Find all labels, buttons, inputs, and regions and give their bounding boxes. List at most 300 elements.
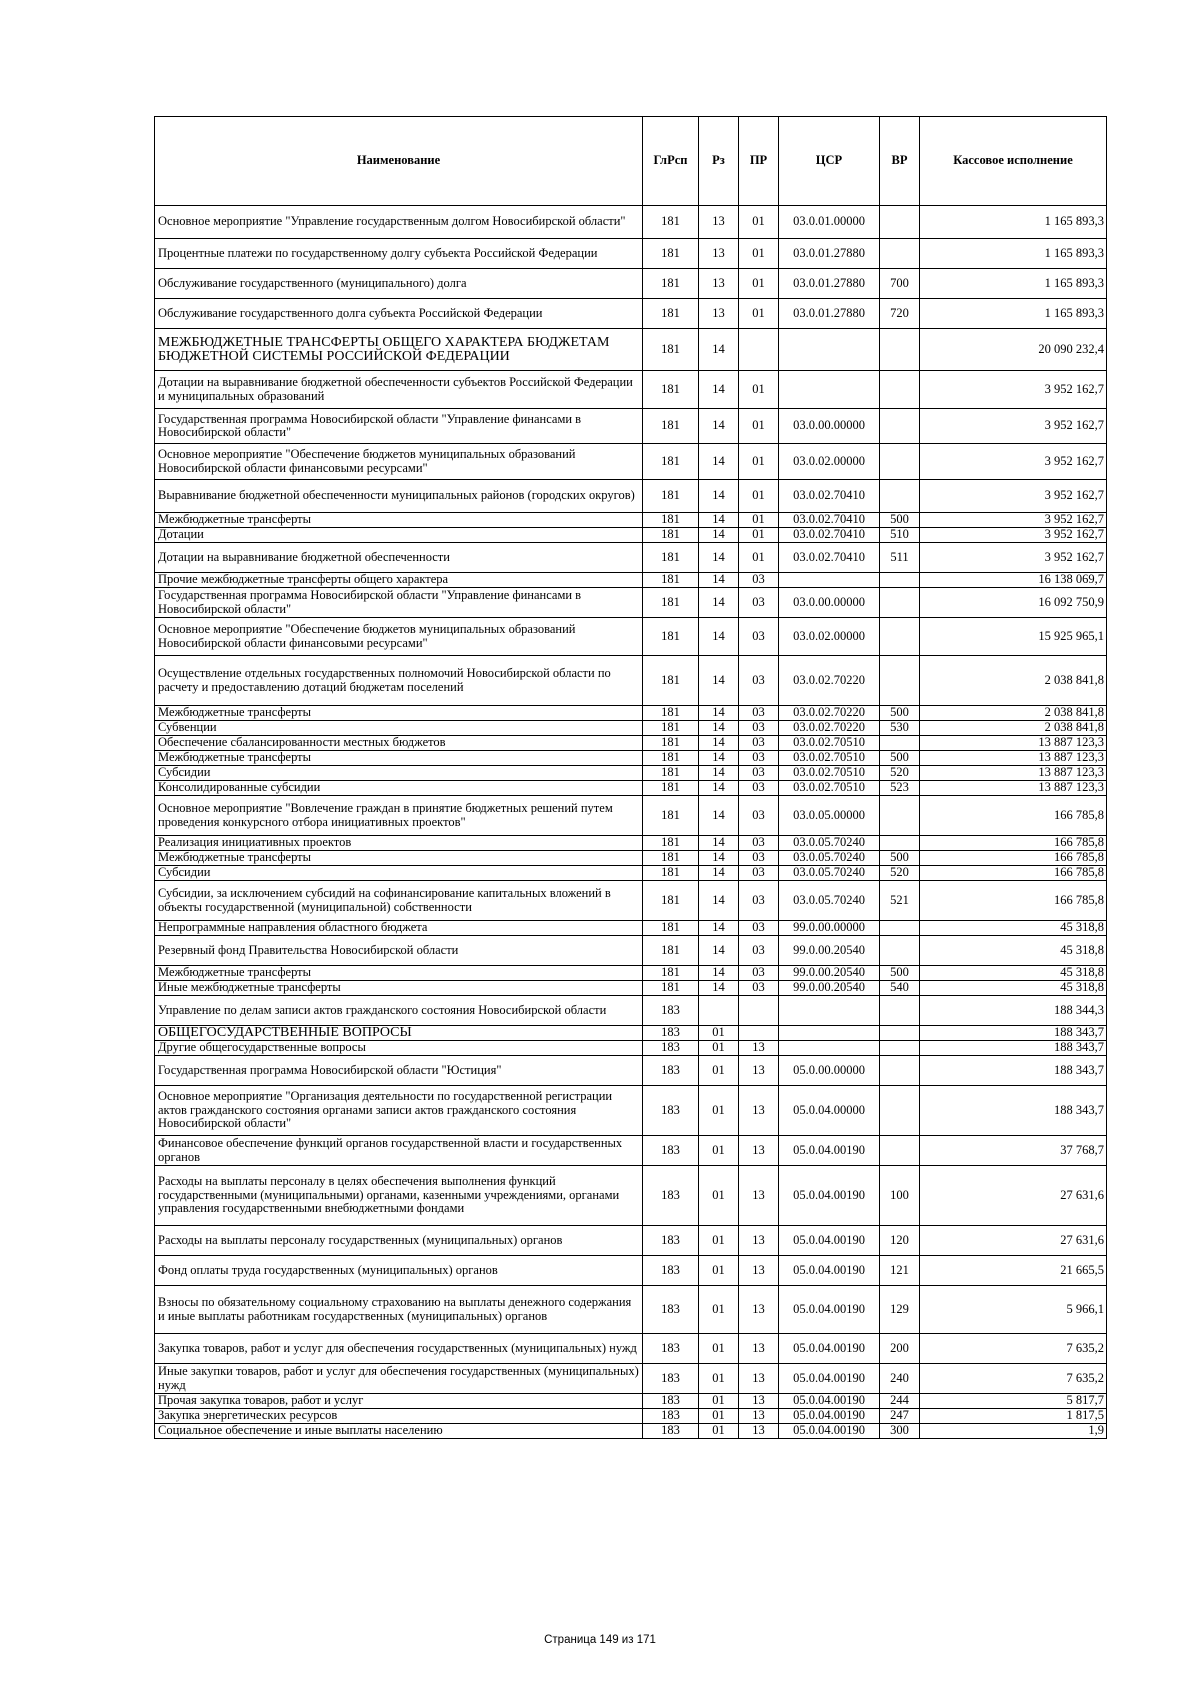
cell-amount: 3 952 162,7 [920,513,1107,528]
cell-name: Социальное обеспечение и иные выплаты населению [155,1424,643,1439]
cell-rz: 14 [699,721,739,736]
cell-csr: 03.0.02.00000 [779,444,880,480]
table-row [155,329,1107,371]
table-row [155,1256,1107,1286]
cell-rz: 01 [699,1166,739,1226]
cell-amount: 45 318,8 [920,936,1107,966]
page-number: Страница 149 из 171 [544,1634,656,1646]
cell-name: Управление по делам записи актов гражданского состояния Новосибирской области [155,996,643,1026]
table-row [155,781,1107,796]
table-body [155,206,1107,1439]
cell-amount: 1 165 893,3 [920,206,1107,239]
cell-csr: 03.0.02.00000 [779,618,880,656]
cell-rz: 14 [699,588,739,618]
cell-glrsp: 183 [643,996,699,1026]
cell-glrsp: 181 [643,881,699,921]
table-row [155,966,1107,981]
table-row [155,1286,1107,1334]
cell-rz: 01 [699,1256,739,1286]
cell-pr: 01 [739,409,779,444]
cell-vr: 540 [880,981,920,996]
cell-pr: 01 [739,480,779,513]
cell-name: Обеспечение сбалансированности местных бюджетов [155,736,643,751]
cell-csr: 99.0.00.20540 [779,936,880,966]
cell-pr [739,996,779,1026]
cell-vr [880,1041,920,1056]
table-row [155,1334,1107,1364]
cell-csr: 03.0.05.70240 [779,836,880,851]
table-row [155,1041,1107,1056]
cell-pr: 03 [739,766,779,781]
cell-rz: 14 [699,736,739,751]
cell-pr: 01 [739,239,779,269]
cell-csr [779,329,880,371]
table-row [155,1409,1107,1424]
cell-amount: 188 343,7 [920,1056,1107,1086]
cell-csr: 03.0.05.70240 [779,866,880,881]
cell-amount: 13 887 123,3 [920,751,1107,766]
table-row [155,269,1107,299]
cell-vr: 300 [880,1424,920,1439]
cell-rz: 14 [699,444,739,480]
cell-amount: 16 138 069,7 [920,573,1107,588]
cell-amount: 20 090 232,4 [920,329,1107,371]
table-row [155,1226,1107,1256]
table-row [155,409,1107,444]
cell-name: Расходы на выплаты персоналу государственных (муниципальных) органов [155,1226,643,1256]
cell-pr: 01 [739,206,779,239]
table-row [155,1166,1107,1226]
cell-vr [880,936,920,966]
cell-vr: 720 [880,299,920,329]
cell-name: Закупка энергетических ресурсов [155,1409,643,1424]
cell-rz: 01 [699,1086,739,1136]
cell-amount: 5 817,7 [920,1394,1107,1409]
cell-vr: 100 [880,1166,920,1226]
table-row [155,528,1107,543]
cell-glrsp: 181 [643,851,699,866]
cell-glrsp: 183 [643,1364,699,1394]
cell-pr: 13 [739,1409,779,1424]
cell-pr: 03 [739,966,779,981]
cell-amount: 45 318,8 [920,921,1107,936]
table-row [155,1424,1107,1439]
cell-name: Основное мероприятие "Управление государственным долгом Новосибирской области" [155,206,643,239]
table-row [155,881,1107,921]
cell-vr [880,573,920,588]
table-row [155,766,1107,781]
header-csr: ЦСР [779,117,880,206]
table-row [155,736,1107,751]
cell-pr: 13 [739,1394,779,1409]
cell-amount: 45 318,8 [920,981,1107,996]
cell-vr: 523 [880,781,920,796]
cell-glrsp: 183 [643,1424,699,1439]
cell-amount: 166 785,8 [920,881,1107,921]
cell-vr: 244 [880,1394,920,1409]
budget-table [154,116,1107,1439]
cell-amount: 188 343,7 [920,1086,1107,1136]
cell-glrsp: 181 [643,573,699,588]
cell-vr [880,836,920,851]
cell-amount: 188 344,3 [920,996,1107,1026]
header-vr: ВР [880,117,920,206]
cell-csr: 03.0.02.70220 [779,721,880,736]
cell-name: Дотации [155,528,643,543]
cell-name: Государственная программа Новосибирской области "Управление финансами в Новосибирской области" [155,588,643,618]
cell-glrsp: 181 [643,480,699,513]
cell-name: Закупка товаров, работ и услуг для обеспечения государственных (муниципальных) нужд [155,1334,643,1364]
cell-glrsp: 183 [643,1086,699,1136]
cell-rz: 13 [699,269,739,299]
cell-amount: 13 887 123,3 [920,766,1107,781]
cell-csr: 99.0.00.20540 [779,966,880,981]
cell-vr [880,921,920,936]
cell-glrsp: 183 [643,1394,699,1409]
cell-name: Иные закупки товаров, работ и услуг для обеспечения государственных (муниципальных) нужд [155,1364,643,1394]
cell-amount: 166 785,8 [920,836,1107,851]
cell-csr: 03.0.02.70410 [779,543,880,573]
cell-vr: 521 [880,881,920,921]
cell-vr [880,1136,920,1166]
cell-pr: 03 [739,736,779,751]
cell-glrsp: 183 [643,1166,699,1226]
cell-rz [699,996,739,1026]
cell-rz: 01 [699,1026,739,1041]
cell-name: Обслуживание государственного (муниципального) долга [155,269,643,299]
cell-rz: 14 [699,371,739,409]
cell-pr: 13 [739,1286,779,1334]
cell-rz: 01 [699,1334,739,1364]
cell-amount: 188 343,7 [920,1026,1107,1041]
cell-csr: 03.0.00.00000 [779,588,880,618]
table-row [155,1136,1107,1166]
cell-vr: 129 [880,1286,920,1334]
cell-name: Консолидированные субсидии [155,781,643,796]
cell-csr: 03.0.01.27880 [779,269,880,299]
cell-rz: 14 [699,409,739,444]
cell-glrsp: 183 [643,1041,699,1056]
cell-pr: 03 [739,881,779,921]
cell-vr [880,618,920,656]
cell-vr: 520 [880,866,920,881]
cell-glrsp: 181 [643,329,699,371]
table-row [155,981,1107,996]
cell-amount: 1 165 893,3 [920,239,1107,269]
cell-amount: 21 665,5 [920,1256,1107,1286]
header-pr: ПР [739,117,779,206]
cell-pr: 01 [739,444,779,480]
cell-name: Основное мероприятие "Обеспечение бюджетов муниципальных образований Новосибирской области финансовыми ресурсами" [155,618,643,656]
table-row [155,936,1107,966]
table-row [155,588,1107,618]
cell-rz: 01 [699,1136,739,1166]
cell-amount: 2 038 841,8 [920,656,1107,706]
cell-rz: 14 [699,936,739,966]
cell-vr: 500 [880,851,920,866]
cell-rz: 14 [699,851,739,866]
cell-vr: 500 [880,966,920,981]
cell-amount: 3 952 162,7 [920,528,1107,543]
cell-pr: 03 [739,836,779,851]
cell-amount: 7 635,2 [920,1364,1107,1394]
cell-vr [880,409,920,444]
table-row [155,480,1107,513]
cell-pr: 13 [739,1424,779,1439]
cell-pr: 13 [739,1056,779,1086]
table-row [155,851,1107,866]
cell-vr [880,1086,920,1136]
cell-name: Прочая закупка товаров, работ и услуг [155,1394,643,1409]
cell-pr: 03 [739,921,779,936]
table-row [155,996,1107,1026]
table-row [155,1364,1107,1394]
cell-name: МЕЖБЮДЖЕТНЫЕ ТРАНСФЕРТЫ ОБЩЕГО ХАРАКТЕРА БЮДЖЕТАМ БЮДЖЕТНОЙ СИСТЕМЫ РОССИЙСКОЙ ФЕДЕРАЦИИ [155,329,643,371]
header-name: Наименование [155,117,643,206]
cell-vr: 510 [880,528,920,543]
cell-glrsp: 181 [643,409,699,444]
cell-csr: 05.0.04.00190 [779,1226,880,1256]
table-row [155,513,1107,528]
cell-name: Процентные платежи по государственному долгу субъекта Российской Федерации [155,239,643,269]
cell-pr: 03 [739,706,779,721]
cell-csr: 03.0.02.70510 [779,766,880,781]
cell-glrsp: 181 [643,981,699,996]
cell-amount: 166 785,8 [920,866,1107,881]
cell-pr: 01 [739,269,779,299]
cell-glrsp: 181 [643,766,699,781]
cell-rz: 14 [699,836,739,851]
cell-glrsp: 181 [643,656,699,706]
cell-csr: 05.0.04.00190 [779,1256,880,1286]
cell-amount: 2 038 841,8 [920,721,1107,736]
cell-vr: 500 [880,706,920,721]
cell-rz: 01 [699,1286,739,1334]
cell-glrsp: 181 [643,371,699,409]
cell-glrsp: 181 [643,721,699,736]
cell-vr [880,588,920,618]
table-row [155,836,1107,851]
cell-csr: 99.0.00.00000 [779,921,880,936]
cell-pr: 03 [739,781,779,796]
cell-amount: 3 952 162,7 [920,543,1107,573]
cell-amount: 1 817,5 [920,1409,1107,1424]
cell-name: Другие общегосударственные вопросы [155,1041,643,1056]
cell-pr: 03 [739,618,779,656]
cell-name: Государственная программа Новосибирской области "Юстиция" [155,1056,643,1086]
cell-csr: 05.0.04.00190 [779,1136,880,1166]
cell-csr: 03.0.05.70240 [779,851,880,866]
cell-pr: 13 [739,1256,779,1286]
cell-pr: 03 [739,866,779,881]
cell-csr: 03.0.01.00000 [779,206,880,239]
cell-csr: 05.0.04.00000 [779,1086,880,1136]
cell-glrsp: 181 [643,239,699,269]
table-row [155,921,1107,936]
table-row [155,371,1107,409]
cell-rz: 14 [699,921,739,936]
cell-pr: 13 [739,1364,779,1394]
cell-name: Осуществление отдельных государственных полномочий Новосибирской области по расчету и предоставлению дотаций бюджетам поселений [155,656,643,706]
cell-amount: 2 038 841,8 [920,706,1107,721]
cell-csr: 05.0.04.00190 [779,1286,880,1334]
cell-pr [739,1026,779,1041]
cell-vr [880,480,920,513]
cell-glrsp: 183 [643,1409,699,1424]
cell-pr: 03 [739,588,779,618]
cell-amount: 1 165 893,3 [920,269,1107,299]
cell-amount: 27 631,6 [920,1166,1107,1226]
cell-name: Выравнивание бюджетной обеспеченности муниципальных районов (городских округов) [155,480,643,513]
cell-glrsp: 181 [643,513,699,528]
cell-vr [880,371,920,409]
cell-csr [779,1026,880,1041]
cell-vr: 511 [880,543,920,573]
cell-glrsp: 181 [643,866,699,881]
cell-rz: 14 [699,543,739,573]
cell-pr [739,329,779,371]
table-row [155,444,1107,480]
cell-glrsp: 183 [643,1226,699,1256]
cell-pr: 01 [739,371,779,409]
cell-glrsp: 181 [643,588,699,618]
cell-glrsp: 181 [643,618,699,656]
cell-vr [880,736,920,751]
table-row [155,866,1107,881]
cell-pr: 03 [739,751,779,766]
cell-csr: 03.0.01.27880 [779,299,880,329]
cell-glrsp: 183 [643,1256,699,1286]
cell-pr: 03 [739,981,779,996]
cell-rz: 01 [699,1226,739,1256]
cell-amount: 15 925 965,1 [920,618,1107,656]
cell-vr [880,239,920,269]
cell-glrsp: 183 [643,1334,699,1364]
cell-vr: 500 [880,751,920,766]
cell-amount: 13 887 123,3 [920,736,1107,751]
cell-glrsp: 183 [643,1056,699,1086]
cell-pr: 13 [739,1334,779,1364]
cell-csr: 05.0.04.00190 [779,1409,880,1424]
cell-name: Межбюджетные трансферты [155,706,643,721]
table-row [155,751,1107,766]
cell-amount: 3 952 162,7 [920,371,1107,409]
cell-glrsp: 181 [643,543,699,573]
cell-amount: 3 952 162,7 [920,444,1107,480]
cell-rz: 01 [699,1424,739,1439]
cell-pr: 01 [739,528,779,543]
cell-vr: 520 [880,766,920,781]
cell-amount: 1 165 893,3 [920,299,1107,329]
cell-amount: 188 343,7 [920,1041,1107,1056]
cell-pr: 03 [739,851,779,866]
cell-amount: 166 785,8 [920,796,1107,836]
cell-amount: 3 952 162,7 [920,480,1107,513]
header-amount: Кассовое исполнение [920,117,1107,206]
cell-csr: 03.0.01.27880 [779,239,880,269]
cell-rz: 13 [699,206,739,239]
cell-name: Реализация инициативных проектов [155,836,643,851]
cell-csr: 03.0.05.00000 [779,796,880,836]
cell-rz: 14 [699,618,739,656]
cell-csr [779,996,880,1026]
cell-vr: 121 [880,1256,920,1286]
cell-rz: 14 [699,573,739,588]
table-row [155,299,1107,329]
cell-rz: 01 [699,1364,739,1394]
cell-rz: 14 [699,966,739,981]
cell-pr: 13 [739,1086,779,1136]
cell-rz: 01 [699,1056,739,1086]
table-row [155,206,1107,239]
cell-vr [880,206,920,239]
cell-name: Межбюджетные трансферты [155,966,643,981]
cell-csr: 03.0.05.70240 [779,881,880,921]
cell-vr [880,1056,920,1086]
cell-pr: 13 [739,1136,779,1166]
cell-glrsp: 181 [643,966,699,981]
table-row [155,1086,1107,1136]
cell-pr: 01 [739,299,779,329]
table-row [155,796,1107,836]
cell-name: Финансовое обеспечение функций органов государственной власти и государственных органов [155,1136,643,1166]
cell-csr [779,573,880,588]
cell-vr [880,329,920,371]
cell-rz: 14 [699,480,739,513]
cell-csr: 05.0.04.00190 [779,1334,880,1364]
cell-name: Межбюджетные трансферты [155,751,643,766]
cell-name: Прочие межбюджетные трансферты общего характера [155,573,643,588]
cell-rz: 14 [699,706,739,721]
cell-name: Резервный фонд Правительства Новосибирской области [155,936,643,966]
cell-amount: 3 952 162,7 [920,409,1107,444]
cell-pr: 13 [739,1226,779,1256]
cell-name: Субвенции [155,721,643,736]
cell-amount: 27 631,6 [920,1226,1107,1256]
cell-amount: 37 768,7 [920,1136,1107,1166]
cell-csr: 03.0.02.70510 [779,751,880,766]
cell-glrsp: 181 [643,736,699,751]
cell-name: Государственная программа Новосибирской области "Управление финансами в Новосибирской области" [155,409,643,444]
table-row [155,706,1107,721]
cell-glrsp: 181 [643,936,699,966]
cell-vr [880,796,920,836]
header-rz: Рз [699,117,739,206]
cell-glrsp: 183 [643,1136,699,1166]
table-row [155,1394,1107,1409]
cell-pr: 03 [739,796,779,836]
cell-rz: 14 [699,656,739,706]
cell-rz: 01 [699,1041,739,1056]
cell-glrsp: 181 [643,528,699,543]
header-glrsp: ГлРсп [643,117,699,206]
cell-csr: 03.0.02.70510 [779,781,880,796]
cell-name: Иные межбюджетные трансферты [155,981,643,996]
cell-name: Субсидии, за исключением субсидий на софинансирование капитальных вложений в объекты государственной (муниципальной) собственности [155,881,643,921]
cell-glrsp: 181 [643,781,699,796]
cell-glrsp: 181 [643,921,699,936]
cell-rz: 14 [699,981,739,996]
cell-name: Расходы на выплаты персоналу в целях обеспечения выполнения функций государственными (муниципальными) органами, казенными учреждениями, органами управления государственными внебюджетными фондами [155,1166,643,1226]
cell-csr [779,1041,880,1056]
cell-pr: 13 [739,1041,779,1056]
cell-name: Дотации на выравнивание бюджетной обеспеченности субъектов Российской Федерации и муниципальных образований [155,371,643,409]
cell-name: Основное мероприятие "Обеспечение бюджетов муниципальных образований Новосибирской области финансовыми ресурсами" [155,444,643,480]
cell-glrsp: 181 [643,299,699,329]
table-row [155,573,1107,588]
cell-pr: 03 [739,936,779,966]
table-row [155,721,1107,736]
